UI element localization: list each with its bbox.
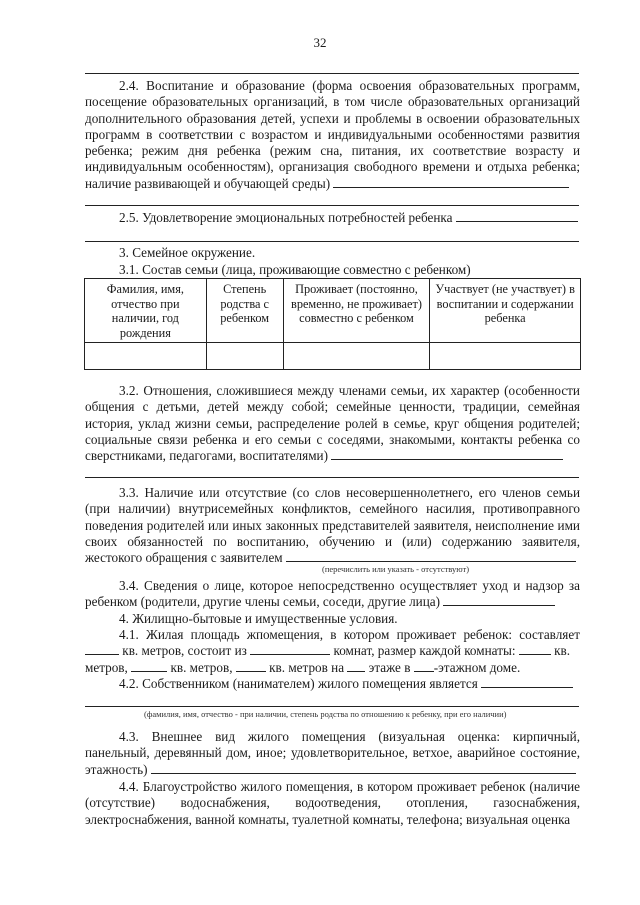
fill-line[interactable] <box>85 205 579 206</box>
page-number: 32 <box>313 35 327 50</box>
section-4-1-text: кв. метров, состоит из <box>122 643 247 659</box>
section-3-4-text: 3.4. Сведения о лице, которое непосредственно осуществляет уход и надзор за ребенком (родители, другие члены семьи, соседи, другие лица) <box>85 578 580 610</box>
section-4-1-text: комнат, размер каждой комнаты: <box>333 643 516 659</box>
fill-line[interactable] <box>85 477 579 478</box>
family-composition-table <box>84 278 581 370</box>
section-2-4 <box>85 78 580 192</box>
table-header-cell: Фамилия, имя, отчество при наличии, год рождения <box>85 279 207 343</box>
fill-line[interactable] <box>131 660 167 672</box>
fill-line[interactable] <box>85 241 579 242</box>
fill-line[interactable] <box>250 643 330 655</box>
table-cell[interactable] <box>430 343 581 370</box>
section-4-1-line-3 <box>85 660 580 676</box>
table-row <box>85 343 581 370</box>
table-cell[interactable] <box>283 343 430 370</box>
section-4-1-text: -этажном доме. <box>433 659 521 675</box>
table-cell[interactable] <box>206 343 283 370</box>
section-4-1-text: кв. метров на <box>269 659 345 675</box>
section-3-1-heading: 3.1. Состав семьи (лица, проживающие совместно с ребенком) <box>119 262 471 277</box>
section-4-1 <box>85 627 580 676</box>
section-4-2-note: (фамилия, имя, отчество - при наличии, степень родства по отношению к ребенку, при его наличии) <box>144 709 507 719</box>
section-4-heading: 4. Жилищно-бытовые и имущественные условия. <box>119 611 398 626</box>
fill-line[interactable] <box>481 676 573 688</box>
section-4-3-text: 4.3. Внешнее вид жилого помещения (визуальная оценка: кирпичный, панельный, деревянный дом, иное; удовлетворительное, ветхое, аварийное состояние, этажность) <box>85 729 580 777</box>
fill-line[interactable] <box>414 660 434 672</box>
section-4-1-text: кв. <box>554 643 571 659</box>
section-3-3-note: (перечислить или указать - отсутствуют) <box>322 564 470 574</box>
fill-line[interactable] <box>85 73 579 74</box>
section-4-2 <box>85 676 580 692</box>
fill-line[interactable] <box>286 550 576 562</box>
fill-line[interactable] <box>85 706 579 707</box>
table-header-cell: Степень родства с ребенком <box>206 279 283 343</box>
fill-line[interactable] <box>236 660 266 672</box>
section-4-1-text: метров, <box>85 659 128 675</box>
section-3-3 <box>85 485 580 566</box>
table-cell[interactable] <box>85 343 207 370</box>
table-header-cell: Участвует (не участвует) в воспитании и содержании ребенка <box>430 279 581 343</box>
section-2-5-text: 2.5. Удовлетворение эмоциональных потребностей ребенка <box>119 210 453 225</box>
section-2-4-text: 2.4. Воспитание и образование (форма освоения образовательных программ, посещение образовательных организаций, в том числе образовательных организаций дополнительного образования детей, успехи и проблемы в освоении образовательных программ в соответствии с возрастом и индивидуальными особенностями развития ребенка; режим дня ребенка (режим сна, питания, их соответствие возрасту и индивидуальным особенностям), организация свободного времени и отдыха ребенка; наличие развивающей и обучающей среды) <box>85 78 580 191</box>
section-3-2-text: 3.2. Отношения, сложившиеся между членами семьи, их характер (особенности общения с детьми, детей между собой; семейные ценности, традиции, семейная история, уклад жизни семьи, распределение ролей в семье, круг общения родителей; социальные связи ребенка и его семьи с соседями, знакомыми, контакты ребенка со сверстниками, педагогами, воспитателями) <box>85 383 580 464</box>
fill-line[interactable] <box>443 594 555 606</box>
section-4-1-line-1 <box>85 627 580 643</box>
fill-line[interactable] <box>331 448 563 460</box>
fill-line[interactable] <box>333 176 569 188</box>
section-4-1-text: этаже в <box>368 659 411 675</box>
section-4-4-text: 4.4. Благоустройство жилого помещения, в котором проживает ребенок (наличие (отсутствие) водоснабжения, водоотведения, отопления, газоснабжения, электроснабжения, ванной комнаты, туалетной комнаты, телефона; визуальная оценка <box>85 779 580 827</box>
section-4-2-text: 4.2. Собственником (нанимателем) жилого помещения является <box>119 676 478 691</box>
section-3-2 <box>85 383 580 464</box>
fill-line[interactable] <box>519 643 551 655</box>
section-3-4 <box>85 578 580 611</box>
section-3-heading: 3. Семейное окружение. <box>119 245 256 260</box>
table-header-row <box>85 279 581 343</box>
section-2-5 <box>85 210 580 226</box>
section-4-1-text: 4.1. Жилая площадь жпомещения, в котором проживает ребенок: составляет <box>119 627 580 642</box>
section-4-1-text: кв. метров, <box>170 659 233 675</box>
table-header-cell: Проживает (постоянно, временно, не проживает) совместно с ребенком <box>283 279 430 343</box>
section-4-3 <box>85 729 580 778</box>
section-3-3-text: 3.3. Наличие или отсутствие (со слов несовершеннолетнего, его членов семьи (при наличии) внутрисемейных конфликтов, семейного насилия, противоправного поведения родителей или иных законных представителей заявителя, неисполнение ими своих обязанностей по воспитанию, обучению и (или) содержанию заявителя, жестокого обращения с заявителем <box>85 485 580 566</box>
fill-line[interactable] <box>456 210 578 222</box>
fill-line[interactable] <box>85 643 119 655</box>
fill-line[interactable] <box>347 660 365 672</box>
section-4-1-line-2 <box>85 643 580 659</box>
fill-line[interactable] <box>151 762 576 774</box>
section-4-4 <box>85 779 580 828</box>
